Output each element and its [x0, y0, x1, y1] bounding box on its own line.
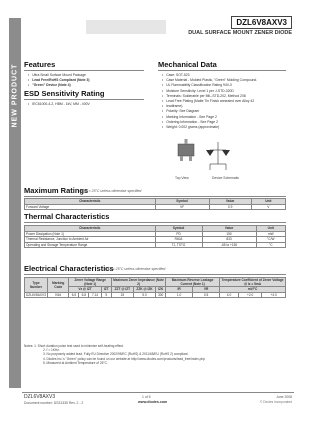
notes-block [24, 344, 286, 365]
table-header-cell: Value [209, 199, 251, 205]
table-header-cell: Maximum Reverse Leakage Current (Note 1) [166, 278, 220, 287]
table-cell: 833 [202, 237, 256, 243]
footer-rule [22, 392, 294, 393]
footer-part: DZL6V8AXV3 [24, 394, 56, 400]
list-item: • "Green" Device (Note 4) [28, 83, 146, 88]
table-cell: 5.0 [133, 292, 156, 298]
electrical-title: Electrical Characteristics [24, 264, 114, 273]
list-item: • Terminals: Solderable per MIL-STD-202, Method 208 [162, 94, 288, 99]
mechanical-list [162, 73, 288, 130]
table-cell: +2.0 [238, 292, 261, 298]
table-cell: DZL6V8AXV3 [26, 292, 46, 297]
list-item: • Case Material - Molded Plastic, "Green" Molding Compound. [162, 78, 288, 83]
electrical-note: @TA = 25°C unless otherwise specified [104, 267, 166, 271]
table-cell: °C/W [256, 237, 285, 243]
thermal-title: Thermal Characteristics [24, 212, 110, 221]
features-rule [24, 70, 144, 71]
esd-rule [24, 99, 144, 100]
thermal-table [24, 225, 286, 248]
table-cell: 4.0 [220, 292, 239, 298]
footer-copyright: © Diodes Incorporated [260, 400, 292, 404]
max-ratings-title: Maximum Ratings [24, 186, 89, 195]
table-cell: 5 [101, 292, 111, 298]
note-line: Notes: 1. Short duration pulse test used to minimize self-heating effect. [24, 344, 124, 348]
table-header-cell: Unit [251, 199, 285, 205]
table-row [25, 292, 286, 298]
table-cell: °C [256, 242, 285, 248]
table-header-cell: IZK [156, 287, 166, 293]
table-cell: V [251, 204, 285, 210]
table-header-cell: IZT [101, 287, 111, 293]
thermal-rule [24, 222, 286, 223]
list-item: • Weight: 0.002 grams (approximate) [162, 125, 288, 130]
table-cell: -65 to +150 [202, 242, 256, 248]
table-header-cell: Unit [256, 226, 285, 232]
mechanical-title: Mechanical Data [158, 60, 217, 69]
table-cell: 1.0 [166, 292, 193, 298]
esd-list [28, 102, 146, 107]
list-item: • Ultra Small Surface Mount Package [28, 73, 146, 78]
table-header-cell: Type Number [25, 278, 48, 293]
list-item: • Case: SOT-523 [162, 73, 288, 78]
table-cell: +4.0 [262, 292, 286, 298]
table-cell: 150 [202, 231, 256, 237]
note-line: 2. f = 1KHz. [43, 348, 60, 353]
table-header-cell: Vz @ IZT [69, 287, 101, 293]
table-header-cell: Maximum Zener Impedance (Note 2) [113, 278, 164, 286]
table-header-cell: ZZK @ IZK [133, 287, 156, 293]
list-item: • IEC61000-4-2, HBM - 1kV, MM - 400V [28, 102, 146, 107]
electrical-table [24, 277, 286, 298]
top-view-caption: Top View [175, 176, 189, 180]
table-cell: 0.5 [193, 292, 220, 298]
table-header-cell: Characteristic [25, 199, 156, 205]
table-row [25, 204, 286, 210]
subtitle: DUAL SURFACE MOUNT ZENER DIODE [188, 30, 292, 36]
part-number: DZL6V8AXV3 [231, 16, 292, 29]
side-band-label: NEW PRODUCT [11, 63, 19, 128]
table-header-cell: Zener Voltage Range (Note 1) [69, 278, 112, 287]
table-cell: 15 [112, 292, 134, 298]
list-item: • Lead Free Plating (Matte Tin Finish annealed over Alloy 42 [162, 99, 288, 104]
table-cell: 7.14 [89, 292, 101, 298]
header [22, 14, 294, 42]
table-header-cell: ZZT @ IZT [112, 287, 134, 293]
footer [22, 394, 294, 416]
max-ratings-rule [24, 196, 286, 197]
table-header-cell: Temperature Coefficient of Zener Voltage @ Iz = 5mA [221, 278, 284, 286]
table-header-cell: mV/°C [220, 287, 286, 293]
mechanical-rule [158, 70, 286, 71]
table-cell: 300 [156, 292, 166, 298]
table-cell: 6.8 [79, 292, 89, 298]
table-cell: 6.5 [69, 292, 79, 298]
max-ratings-note: @TA = 25°C unless otherwise specified [80, 189, 142, 193]
package-diagram-icon [170, 134, 240, 178]
features-title: Features [24, 60, 56, 69]
note-line: 4. Diodes Inc.'s "Green" policy can be found on our website at http://www.diodes.com/products/lead_free/index.php [43, 356, 205, 361]
table-cell: Power Dissipation (Note 1) [25, 231, 156, 237]
list-item: • Lead Free/RoHS Compliant (Note 3) [28, 78, 146, 83]
table-header-cell: IR [166, 287, 193, 293]
table-header-cell: Marking Code [48, 278, 69, 293]
footer-site: www.diodes.com [138, 400, 168, 404]
table-cell: Operating and Storage Temperature Range [25, 242, 156, 248]
footer-page: 1 of 5 [142, 395, 151, 399]
esd-title: ESD Sensitivity Rating [24, 89, 105, 98]
table-cell: Forward Voltage [25, 204, 156, 210]
list-item: • Ordering Information - See Page 2 [162, 120, 288, 125]
footer-date: June 2008 [276, 395, 292, 399]
features-list [28, 73, 146, 89]
note-line: 5. Measured at Ambient Temperature of 25°C. [43, 360, 108, 365]
table-cell: 0.9 [209, 204, 251, 210]
table-cell: mW [256, 231, 285, 237]
table-cell: K6d [48, 292, 69, 298]
schematic-caption: Device Schematic [212, 176, 240, 180]
list-item: • Polarity: See Diagram [162, 109, 288, 114]
table-header-cell: Symbol [155, 199, 209, 205]
list-item: • leadframe). [162, 104, 288, 109]
side-band [9, 18, 21, 388]
list-item: • UL Flammability Classification Rating 94V-0 [162, 83, 288, 88]
max-ratings-table [24, 198, 286, 210]
table-header-cell: VR [193, 287, 220, 293]
table-cell: RθJA [155, 237, 202, 243]
table-header-cell: Value [202, 226, 256, 232]
table-header-row [25, 278, 286, 287]
table-cell: PD [155, 231, 202, 237]
table-cell: VF [155, 204, 209, 210]
table-header-cell: Symbol [155, 226, 202, 232]
brand-logo-icon [82, 12, 172, 42]
list-item: • Moisture Sensitivity: Level 1 per J-STD-020D [162, 89, 288, 94]
table-row [25, 242, 286, 248]
table-cell: Thermal Resistance, Junction to Ambient Air [25, 237, 156, 243]
electrical-rule [24, 274, 286, 275]
list-item: • Marking Information - See Page 2 [162, 115, 288, 120]
footer-doc: Document number: DS31335 Rev. 2 - 2 [24, 401, 84, 405]
table-header-cell: Characteristic [25, 226, 156, 232]
note-line: 3. No purposely added lead. Fully EU Directive 2002/95/EC (RoHS) & 2011/65/EU (RoHS 2) compliant. [43, 352, 189, 357]
table-cell: TJ, TSTG [155, 242, 202, 248]
